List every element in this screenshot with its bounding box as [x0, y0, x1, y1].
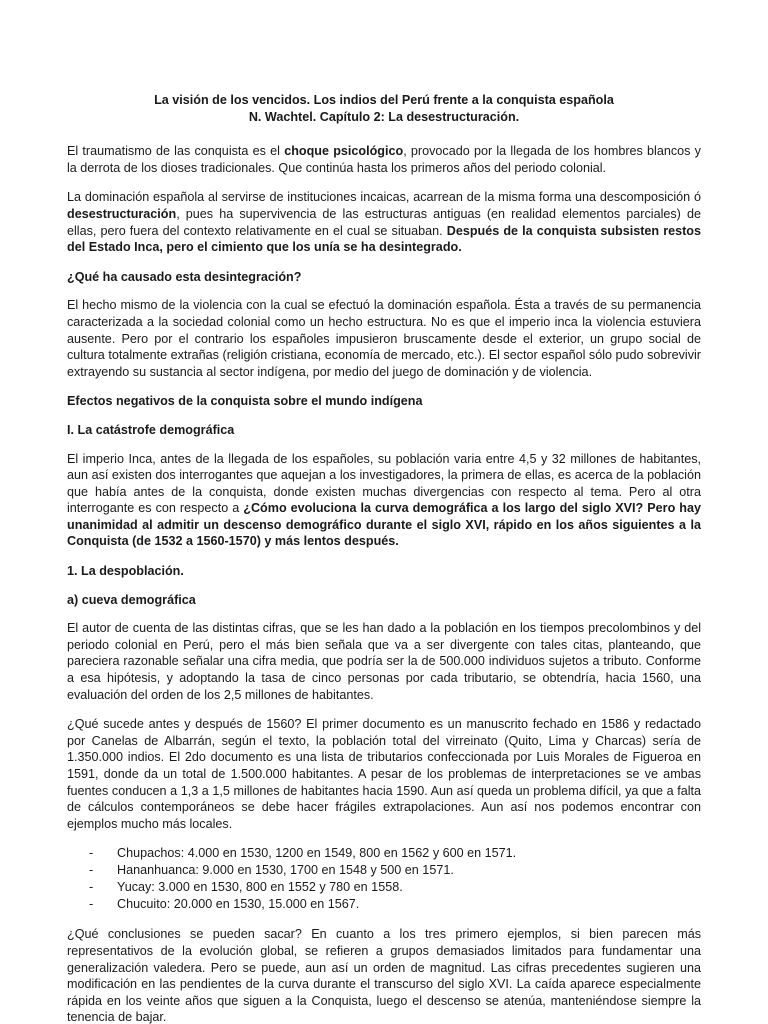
list-item-text: Chupachos: 4.000 en 1530, 1200 en 1549, 800 en 1562 y 600 en 1571.	[117, 846, 517, 861]
document-title	[67, 92, 701, 125]
effects-heading: Efectos negativos de la conquista sobre el mundo indígena	[67, 394, 423, 409]
paragraph-2-text-a: La dominación española al servirse de instituciones incaicas, acarrean de la misma forma una descomposición ó	[67, 190, 701, 205]
paragraph-4-bold: ¿Cómo evoluciona la curva demográfica a los largo del siglo XVI? Pero hay unanimidad al admitir un descenso demográfico durante el siglo XVI, rápido en los años siguientes a la Conquista (de 1532 a 1560-1570) y más lentos después.	[67, 501, 701, 549]
paragraph-4	[67, 451, 701, 551]
paragraph-2-text-c: , pues ha supervivencia de las estructuras antiguas (en realidad elementos parciales) de ellas, pero fuera del contexto relativamente en el cual se situaban.	[67, 206, 701, 238]
paragraph-1-bold: choque psicológico	[284, 144, 404, 159]
question-heading: ¿Qué ha causado esta desintegración?	[67, 269, 302, 284]
section-1-heading: I. La catástrofe demográfica	[67, 422, 235, 437]
paragraph-6: ¿Qué sucede antes y después de 1560? El primer documento es un manuscrito fechado en 1586 y redactado por Canelas de Albarrán, según el texto, la población total del virreinato (Quito, Lima y Charcas) sería de 1.350.000 indios. El 2do documento es una lista de tributarios confeccionada por Luis Morales de Figueroa en 1591, donde da un total de 1.500.000 habitantes. A pesar de los problemas de interpretaciones se ve ambas fuentes conducen a 1,3 a 1,5 millones de habitantes hacia 1590. Aun así queda un problema difícil, ya que a falta de cálculos contemporáneos se debe hacer frágiles extrapolaciones. Aun así nos podemos encontrar con ejemplos mucho más locales.	[67, 717, 701, 831]
paragraph-3: El hecho mismo de la violencia con la cual se efectuó la dominación española. Ésta a través de su permanencia caracterizada a la sociedad colonial como un hecho estructura. No es que el imperio inca la violencia estuviera ausente. Pero por el contrario los españoles impusieron bruscamente desde el exterior, un grupo social de cultura totalmente extrañas (religión cristiana, economía de mercado, etc.). El sector español sólo pudo sobrevivir extrayendo su sustancia al sector indígena, por medio del juego de dominación y de violencia.	[67, 298, 701, 379]
bullet-dash: -	[89, 863, 94, 878]
list-item	[89, 896, 701, 913]
paragraph-7: ¿Qué conclusiones se pueden sacar? En cuanto a los tres primero ejemplos, si bien parecen más representativos de la evolución global, se refieren a grupos demasiados limitados para fundamentar una generalización valedera. Pero se puede, aun así un orden de magnitud. Las cifras precedentes sugieren una modificación en las pendientes de la curva durante el transcurso del siglo XVI. La caída aparece especialmente rápida en los veinte años que siguen a la Conquista, luego el descenso se atenúa, manteniéndose siempre la tenencia de bajar.	[67, 927, 701, 1024]
paragraph-1	[67, 143, 701, 176]
bullet-dash: -	[89, 880, 94, 895]
subsection-a-heading: a) cueva demográfica	[67, 592, 196, 607]
title-line-2: N. Wachtel. Capítulo 2: La desestructuración.	[248, 109, 520, 124]
list-item	[89, 845, 701, 862]
list-item	[89, 862, 701, 879]
paragraph-4-text-a: El imperio Inca, antes de la llegada de los españoles, su población varia entre 4,5 y 32 millones de habitantes, aun así existen dos interrogantes que aquejan a los investigadores, la primera de ellas, es acerca de la población que había antes de la conquista, donde existen muchas divergencias con respecto al tema. Pero al otra interrogante es con respecto a	[67, 451, 701, 516]
list-item-text: Yucay: 3.000 en 1530, 800 en 1552 y 780 en 1558.	[117, 880, 403, 895]
paragraph-2-bold-1: desestructuración	[67, 206, 177, 221]
subsection-1-heading: 1. La despoblación.	[67, 564, 184, 579]
paragraph-2-bold-2: Después de la conquista subsisten restos del Estado Inca, pero el cimiento que los unía se ha desintegrado.	[67, 223, 702, 255]
paragraph-2	[67, 189, 701, 255]
paragraph-1-text-c: , provocado por la llegada de los hombres blancos y la derrota de los dioses tradicionales. Que continúa hasta los primeros años del periodo colonial.	[67, 144, 701, 175]
paragraph-5: El autor de cuenta de las distintas cifras, que se les han dado a la población en los tiempos precolombinos y del periodo colonial en Perú, pero el más bien señala que va a ser divergente con tales citas, planteando, que pareciera razonable señalar una cifra media, que podría ser la de 500.000 individuos sujetos a tributo. Conforme a esa hipótesis, y adoptando la tasa de cinco personas por cada tributario, se obtendría, hacia 1560, una evaluación del orden de los 2,5 millones de habitantes.	[67, 621, 701, 702]
list-item-text: Hananhuanca: 9.000 en 1530, 1700 en 1548 y 500 en 1571.	[117, 863, 454, 878]
list-item	[89, 879, 701, 896]
list-item-text: Chucuito: 20.000 en 1530, 15.000 en 1567.	[117, 897, 360, 912]
bullet-dash: -	[89, 897, 94, 912]
bullet-dash: -	[89, 846, 94, 861]
title-line-1: La visión de los vencidos. Los indios del Perú frente a la conquista española	[154, 93, 614, 107]
paragraph-1-text-a: El traumatismo de las conquista es el	[67, 144, 285, 159]
population-list	[89, 845, 701, 913]
